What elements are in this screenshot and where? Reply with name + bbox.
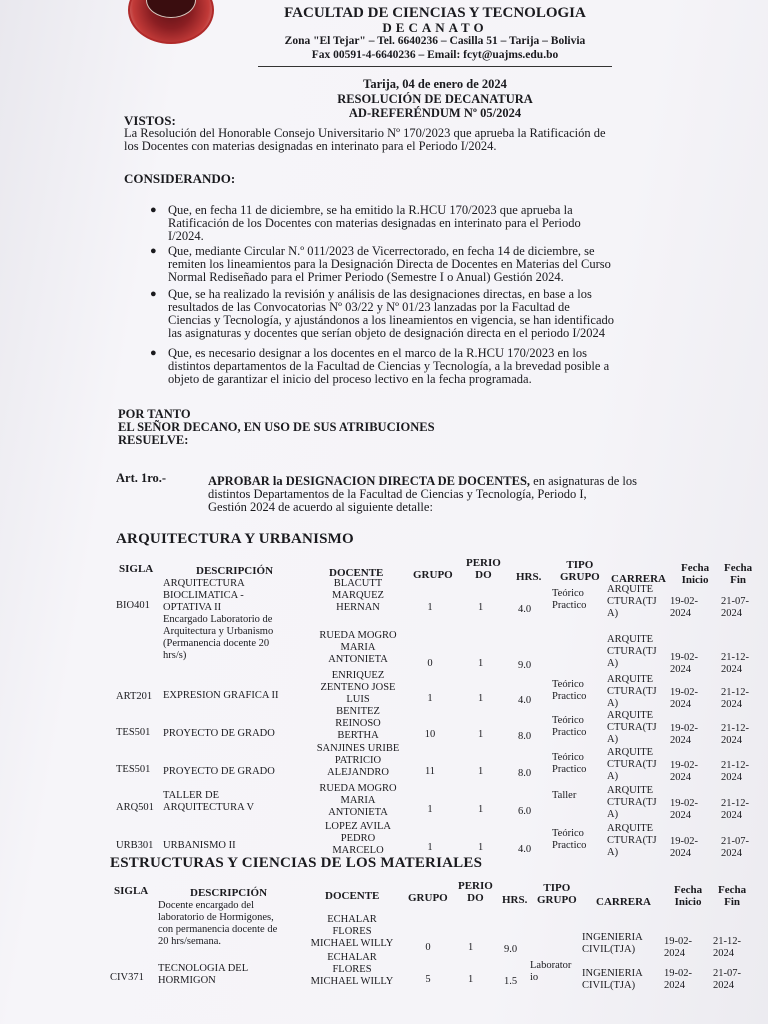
cell-fecha-inicio: 19-02- 2024: [670, 836, 698, 859]
cell-grupo: 1: [427, 693, 433, 704]
cell-fecha-inicio: 19-02- 2024: [670, 760, 698, 783]
cell-carrera: INGENIERIA CIVIL(TJA): [582, 968, 643, 991]
cell-grupo: 0: [427, 658, 433, 669]
cell-descripcion: Docente encargado del laboratorio de Hormigones, con permanencia docente de 20 hrs/semana.: [158, 900, 278, 947]
cell-carrera: ARQUITE CTURA(TJ A): [607, 747, 657, 782]
cell-grupo: 1: [427, 842, 433, 853]
vistos-label: VISTOS:: [124, 113, 176, 128]
cell-docente: BENITEZ REINOSO BERTHA: [335, 706, 381, 741]
cell-tipo: Teórico Practico: [552, 828, 587, 851]
cell-fecha-fin: 21-12- 2024: [721, 652, 749, 675]
cell-carrera: ARQUITE CTURA(TJ A): [607, 785, 657, 820]
cell-hrs: 9.0: [504, 944, 518, 955]
cell-periodo: 1: [478, 842, 484, 853]
cell-descripcion: ARQUITECTURA BIOCLIMATICA - OPTATIVA II: [163, 578, 245, 613]
cell-hrs: 9.0: [518, 660, 532, 671]
cell-fecha-fin: 21-07- 2024: [721, 596, 749, 619]
document-page: FACULTAD DE CIENCIAS Y TECNOLOGIA DECANATO Zona "El Tejar" – Tel. 6640236 – Casilla 51 – Tarija – Bolivia Fax 00591-4-6640236 – Email: fcyt@uajms.edu.bo Tarija, 04 de enero de 2024 RESOLUCIÓN DE DECANATURA AD-REFERÉNDUM Nº 05/2024 VISTOS: La Resolución del Honorable Consejo Universitario Nº 170/2023 que aprueba la Ratificación de los Docentes con materias designadas en interinato para el Periodo I/2024. CONSIDERANDO: ● Que, en fecha 11 de diciembre, se ha emitido la R.HCU 170/2023 que aprueba la Ratificación de los Docentes con materias designadas en interinato para el Periodo I/2024. ● Que, mediante Circular N.º 011/2023 de Vicerrectorado, en fecha 14 de diciembre, se remiten los lineamientos para la Designación Directa de Docentes en Materias del Curso Normal Rediseñado para el Primer Periodo (Semestre I o Anual) Gestión 2024. ● Que, se ha realizado la revisión y análisis de las designaciones directas, en base a los resultados de las Convocatorias Nº 03/22 y Nº 01/23 lanzadas por la Facultad de Ciencias y Tecnología, y ajustándonos a los lineamientos en vigencia, se han identificado las asignaturas y docentes que serían objeto de designación directa en el periodo I/2024 ● Que, es necesario designar a los docentes en el marco de la R.HCU 170/2023 en los distintos departamentos de la Facultad de Ciencias y Tecnología, a la brevedad posible a objeto de garantizar el inicio del proceso lectivo en la fecha programada. POR TANTO EL SEÑOR DECANO, EN USO DE SUS ATRIBUCIONES RESUELVE: Art. 1ro.- APROBAR la DESIGNACION DIRECTA DE DOCENTES, en asignaturas de los distintos Departamentos de la Facultad de Ciencias y Tecnología, Periodo I, Gestión 2024 de acuerdo al siguiente detalle: ARQUITECTURA Y URBANISMO SIGLA DESCRIPCIÓN DOCENTE GRUPO PERIO DO HRS. TIPO GRUPO CARRERA Fecha Inicio Fecha Fin BIO401 ARQUITECTURA BIOCLIMATICA - OPTATIVA II BLACUTT MARQUEZ HERNAN 1 1 4.0 Teórico Practico ARQUITE CTURA(TJ A) 19-02- 2024 21-07- 2024 Encargado Laboratorio de Arquitectura y Urbanismo (Permanencia docente 20 hrs/s) RUEDA MOGRO MARIA ANTONIETA 0 1 9.0 ARQUITE CTURA(TJ A) 19-02- 2024 21-12- 2024 ART201 EXPRESION GRAFICA II ENRIQUEZ ZENTENO JOSE LUIS 1 1 4.0 Teórico Practico ARQUITE CTURA(TJ A) 19-02- 2024 21-12- 2024 TES501 PROYECTO DE GRADO BENITEZ REINOSO BERTHA 10 1 8.0 Teórico Practico ARQUITE CTURA(TJ A) 19-02- 2024 21-12- 2024 TES501 PROYECTO DE GRADO SANJINES URIBE PATRICIO ALEJANDRO 11 1 8.0 Teórico Practico ARQUITE CTURA(TJ A) 19-02- 2024 21-12- 2024 ARQ501 TALLER DE ARQUITECTURA V RUEDA MOGRO MARIA ANTONIETA 1 1 6.0 Taller ARQUITE CTURA(TJ A) 19-02- 2024 21-12- 2024 URB301 URBANISMO II LOPEZ AVILA PEDRO MARCELO 1 1 4.0 Teórico Practico ARQUITE CTURA(TJ A) 19-02- 2024 21-07- 2024 ESTRUCTURAS Y CIENCIAS DE LOS MATERIALES SIGLA DESCRIPCIÓN DOCENTE GRUPO PERIO DO HRS. TIPO GRUPO CARRERA Fecha Inicio Fecha Fin Docente encargado del laboratorio de Hormigones, con permanencia docente de 20 hrs/semana. ECHALAR FLORES MICHAEL WILLY 0 1 9.0 INGENIERIA CIVIL(TJA) 19-02- 2024 21-12- 2024 CIV371 TECNOLOGIA DEL HORMIGON ECHALAR FLORES MICHAEL WILLY 5 1 1.5 Laborator io INGENIERIA CIVIL(TJA) 19-02- 2024 21-07- 2024: [0, 0, 768, 1024]
cell-fecha-inicio: 19-02- 2024: [664, 936, 692, 959]
cell-sigla: TES501: [116, 764, 151, 775]
cell-docente: ENRIQUEZ ZENTENO JOSE LUIS: [320, 670, 396, 705]
cell-tipo: Laborator io: [530, 960, 572, 983]
cell-hrs: 6.0: [518, 806, 532, 817]
cell-fecha-inicio: 19-02- 2024: [670, 798, 698, 821]
cell-fecha-fin: 21-07- 2024: [721, 836, 749, 859]
cell-descripcion: EXPRESION GRAFICA II: [163, 690, 279, 701]
cell-fecha-inicio: 19-02- 2024: [664, 968, 692, 991]
cell-sigla: CIV371: [110, 972, 144, 983]
cell-fecha-inicio: 19-02- 2024: [670, 723, 698, 746]
cell-fecha-fin: 21-12- 2024: [721, 687, 749, 710]
considerando-item: ● Que, es necesario designar a los docentes en el marco de la R.HCU 170/2023 en los distintos departamentos de la Facultad de Ciencias y Tecnología, a la brevedad posible a objeto de garantizar el inicio del proceso lectivo en la fecha programada.: [150, 346, 610, 386]
cell-docente: SANJINES URIBE PATRICIO ALEJANDRO: [316, 743, 400, 778]
considerando-item: ● Que, mediante Circular N.º 011/2023 de Vicerrectorado, en fecha 14 de diciembre, se remiten los lineamientos para la Designación Directa de Docentes en Materias del Curso Normal Rediseñado para el Primer Periodo (Semestre I o Anual) Gestión 2024.: [150, 244, 611, 284]
considerando-item: ● Que, se ha realizado la revisión y análisis de las designaciones directas, en base a los resultados de las Convocatorias Nº 03/22 y Nº 01/23 lanzadas por la Facultad de Ciencias y Tecnología, y ajustándonos a los lineamientos en vigencia, se han identificado las asignaturas y docentes que serían objeto de designación directa en el periodo I/2024: [150, 287, 614, 340]
cell-descripcion: PROYECTO DE GRADO: [163, 728, 275, 739]
cell-grupo: 11: [424, 766, 436, 777]
faculty-name: FACULTAD DE CIENCIAS Y TECNOLOGIA: [284, 5, 586, 21]
cell-tipo: Teórico Practico: [552, 752, 587, 775]
cell-tipo: Teórico Practico: [552, 679, 587, 702]
cell-docente: ECHALAR FLORES MICHAEL WILLY: [310, 952, 394, 987]
cell-fecha-fin: 21-12- 2024: [721, 760, 749, 783]
cell-hrs: 8.0: [518, 768, 532, 779]
cell-sigla: TES501: [116, 727, 151, 738]
cell-tipo: Taller: [552, 790, 577, 801]
considerando-item: ● Que, en fecha 11 de diciembre, se ha emitido la R.HCU 170/2023 que aprueba la Ratificación de los Docentes con materias designadas en interinato para el Periodo I/2024.: [150, 203, 581, 243]
vistos-text: La Resolución del Honorable Consejo Universitario Nº 170/2023 que aprueba la Ratificación de los Docentes con materias designadas en interinato para el Periodo I/2024.: [124, 126, 606, 153]
cell-periodo: 1: [478, 804, 484, 815]
article-label: Art. 1ro.-: [116, 471, 167, 485]
address-line: Zona "El Tejar" – Tel. 6640236 – Casilla 51 – Tarija – Bolivia: [284, 35, 586, 47]
cell-docente: LOPEZ AVILA PEDRO MARCELO: [324, 821, 391, 856]
considerando-label: CONSIDERANDO:: [124, 171, 236, 186]
cell-carrera: ARQUITE CTURA(TJ A): [607, 584, 657, 619]
cell-grupo: 1: [427, 804, 433, 815]
cell-descripcion: TALLER DE ARQUITECTURA V: [163, 790, 255, 813]
university-seal-logo: [128, 0, 214, 44]
cell-grupo: 10: [424, 729, 436, 740]
cell-descripcion: Encargado Laboratorio de Arquitectura y Urbanismo (Permanencia docente 20 hrs/s): [163, 614, 274, 661]
cell-tipo: Teórico Practico: [552, 715, 587, 738]
cell-docente: RUEDA MOGRO MARIA ANTONIETA: [319, 630, 397, 665]
cell-carrera: ARQUITE CTURA(TJ A): [607, 823, 657, 858]
cell-hrs: 4.0: [518, 695, 532, 706]
cell-fecha-fin: 21-12- 2024: [721, 723, 749, 746]
cell-sigla: URB301: [116, 840, 154, 851]
cell-grupo: 0: [425, 942, 431, 953]
cell-hrs: 4.0: [518, 604, 532, 615]
cell-grupo: 1: [427, 602, 433, 613]
cell-periodo: 1: [478, 658, 484, 669]
cell-periodo: 1: [478, 729, 484, 740]
cell-fecha-fin: 21-12- 2024: [721, 798, 749, 821]
cell-docente: RUEDA MOGRO MARIA ANTONIETA: [319, 783, 397, 818]
cell-sigla: BIO401: [116, 600, 150, 611]
cell-docente: BLACUTT MARQUEZ HERNAN: [332, 578, 384, 613]
cell-hrs: 1.5: [504, 976, 518, 987]
cell-carrera: ARQUITE CTURA(TJ A): [607, 634, 657, 669]
cell-periodo: 1: [478, 602, 484, 613]
cell-carrera: ARQUITE CTURA(TJ A): [607, 710, 657, 745]
cell-fecha-inicio: 19-02- 2024: [670, 596, 698, 619]
cell-fecha-inicio: 19-02- 2024: [670, 687, 698, 710]
cell-periodo: 1: [468, 974, 474, 985]
contact-line: Fax 00591-4-6640236 – Email: fcyt@uajms.edu.bo: [311, 49, 559, 61]
cell-sigla: ART201: [116, 691, 153, 702]
cell-carrera: INGENIERIA CIVIL(TJA): [582, 932, 643, 955]
cell-fecha-fin: 21-12- 2024: [713, 936, 741, 959]
article-text: APROBAR la DESIGNACION DIRECTA DE DOCENTES, en asignaturas de los distintos Departamentos de la Facultad de Ciencias y Tecnología, Periodo I, Gestión 2024 de acuerdo al siguiente detalle:: [208, 474, 637, 514]
section-title-estructuras: ESTRUCTURAS Y CIENCIAS DE LOS MATERIALES: [110, 855, 483, 871]
section-title-arquitectura: ARQUITECTURA Y URBANISMO: [116, 531, 354, 547]
header-divider: [258, 66, 612, 67]
cell-grupo: 5: [425, 974, 431, 985]
cell-periodo: 1: [478, 693, 484, 704]
cell-hrs: 8.0: [518, 731, 532, 742]
cell-descripcion: URBANISMO II: [163, 840, 236, 851]
document-number: AD-REFERÉNDUM Nº 05/2024: [348, 106, 522, 120]
cell-sigla: ARQ501: [116, 802, 154, 813]
document-date: Tarija, 04 de enero de 2024: [363, 77, 507, 91]
cell-fecha-fin: 21-07- 2024: [713, 968, 741, 991]
cell-carrera: ARQUITE CTURA(TJ A): [607, 674, 657, 709]
office-name: DECANATO: [382, 20, 488, 35]
cell-periodo: 1: [478, 766, 484, 777]
cell-tipo: Teórico Practico: [552, 588, 587, 611]
cell-descripcion: PROYECTO DE GRADO: [163, 766, 275, 777]
cell-descripcion: TECNOLOGIA DEL HORMIGON: [158, 963, 249, 986]
cell-docente: ECHALAR FLORES MICHAEL WILLY: [310, 914, 394, 949]
cell-periodo: 1: [468, 942, 474, 953]
por-tanto-block: POR TANTO EL SEÑOR DECANO, EN USO DE SUS ATRIBUCIONES RESUELVE:: [118, 407, 435, 447]
cell-fecha-inicio: 19-02- 2024: [670, 652, 698, 675]
document-title: RESOLUCIÓN DE DECANATURA: [337, 92, 533, 106]
cell-hrs: 4.0: [518, 844, 532, 855]
